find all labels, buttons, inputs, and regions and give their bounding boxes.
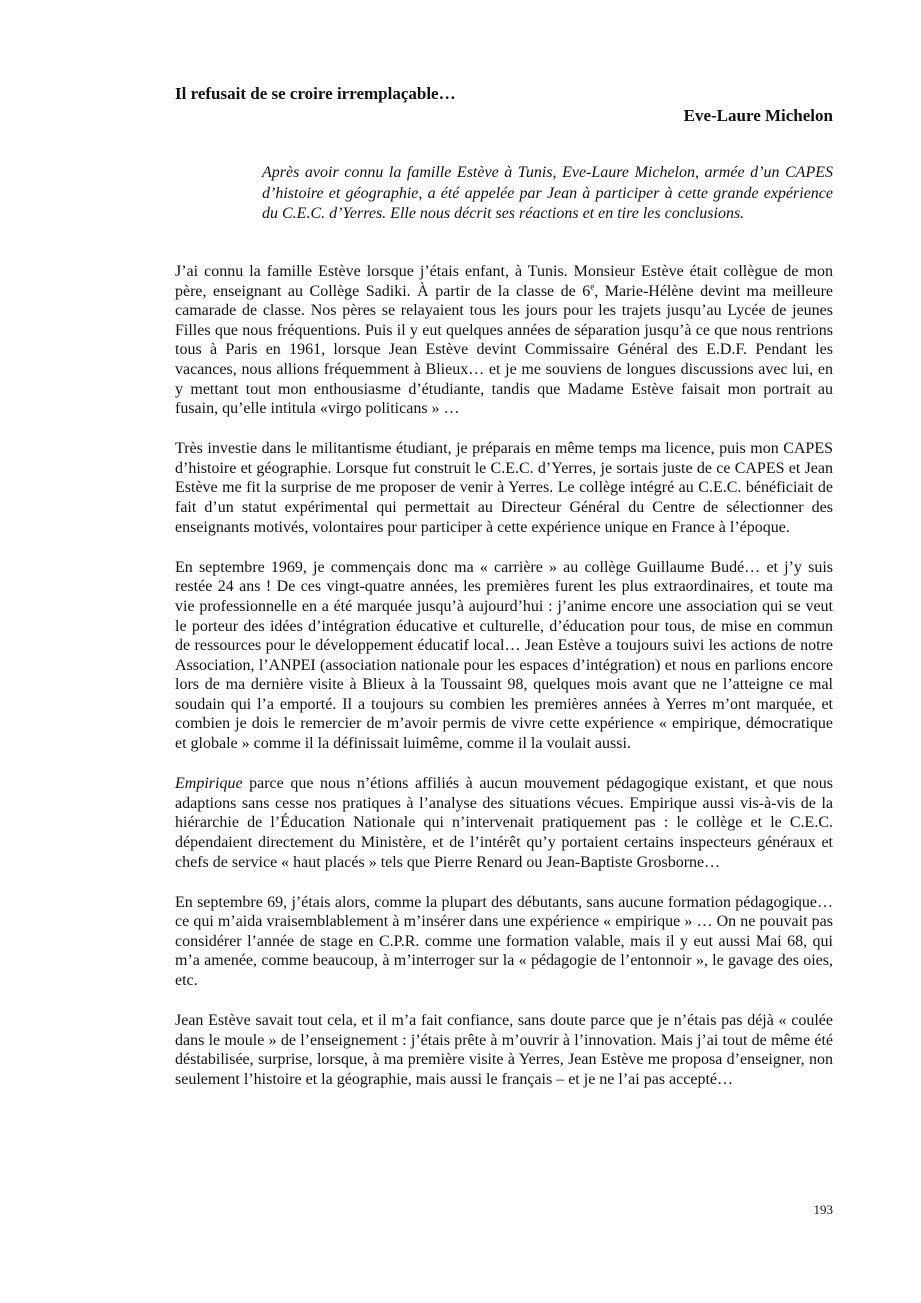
paragraph-1-text-b: , Marie-Hélène devint ma meilleure camarade de classe. Nos pères se relayaient tous les jours pour les trajets jusqu’au Lycée de jeunes Filles que nous fréquentions. Puis il y eut quelques années de séparation jusqu’à ce que nous rentrions tous à Paris en 1961, lorsque Jean Estève devint Commissaire Général des E.D.F. Pendant les vacances, nous allions fréquemment à Blieux… et je me souviens de longues discussions avec lui, en y mettant tout mon enthousiasme d’étudiante, tandis que Madame Estève faisait mon portrait au fusain, qu’elle intitula «virgo politicans » …: [175, 282, 833, 418]
paragraph-4: [175, 774, 833, 872]
article-author: Eve-Laure Michelon: [683, 106, 833, 125]
paragraph-2: Très investie dans le militantisme étudiant, je préparais en même temps ma licence, puis mon CAPES d’histoire et géographie. Lorsque fut construit le C.E.C. d’Yerres, je sortais juste de ce CAPES et Jean Estève me fit la surprise de me proposer de venir à Yerres. Le collège intégré au C.E.C. bénéficiait de fait d’un statut expérimental qui permettait au Directeur Général du Centre de sélectionner des enseignants motivés, volontaires pour participer à cette expérience unique en France à l’époque.: [175, 440, 833, 536]
article-title: Il refusait de se croire irremplaçable…: [175, 84, 456, 103]
page-number: 193: [813, 1202, 833, 1217]
paragraph-4-emphasis: Empirique: [175, 775, 243, 793]
article-intro: Après avoir connu la famille Estève à Tunis, Eve-Laure Michelon, armée d’un CAPES d’histoire et géographie, a été appelée par Jean à participer à cette grande expérience du C.E.C. d’Yerres. Elle nous décrit ses réactions et en tire les conclusions.: [262, 164, 833, 222]
superscript-e: e: [590, 281, 595, 292]
paragraph-5: En septembre 69, j’étais alors, comme la plupart des débutants, sans aucune formation pédagogique… ce qui m’aida vraisemblablement à m’insérer dans une expérience « empirique » … On ne pouvait pas considérer l’année de stage en C.P.R. comme une formation valable, mais il y eut aussi Mai 68, qui m’a amenée, comme beaucoup, à m’interroger sur la « pédagogie de l’entonnoir », le gavage des oies, etc.: [175, 893, 833, 989]
article-body: [175, 262, 833, 1110]
paragraph-3: En septembre 1969, je commençais donc ma « carrière » au collège Guillaume Budé… et j’y suis restée 24 ans ! De ces vingt-quatre années, les premières furent les plus extraordinaires, et toute ma vie professionnelle en a été marquée jusqu’à aujourd’hui : j’anime encore une association qui se veut le porteur des idées d’intégration éducative et culturelle, d’éducation pour tous, de mise en commun de ressources pour le développement éducatif local… Jean Estève a toujours suivi les actions de notre Association, l’ANPEI (association nationale pour les espaces d’intégration) et nous en parlions encore lors de ma dernière visite à Blieux à la Toussaint 98, quelques mois avant que ne l’atteigne ce mal soudain qui l’a emporté. Il a toujours su combien les premières années à Yerres m’ont marquée, et combien je dois le remercier de m’avoir permis de vivre cette expérience « empirique, démocratique et globale » comme il la définissait luimême, comme il la voulait aussi.: [175, 558, 833, 753]
paragraph-6: Jean Estève savait tout cela, et il m’a fait confiance, sans doute parce que je n’étais pas déjà « coulée dans le moule » de l’enseignement : j’étais prête à m’ouvrir à l’innovation. Mais j’ai tout de même été déstabilisée, surprise, lorsque, à ma première visite à Yerres, Jean Estève me proposa d’enseigner, non seulement l’histoire et la géographie, mais aussi le français – et je ne l’ai pas accepté…: [175, 1012, 833, 1088]
paragraph-1: [175, 262, 833, 419]
paragraph-4-text: parce que nous n’étions affiliés à aucun mouvement pédagogique existant, et que nous adaptions sans cesse nos pratiques à l’analyse des situations vécues. Empirique aussi vis-à-vis de la hiérarchie de l’Éducation Nationale qui n’intervenait pratiquement pas : le collège et le C.E.C. dépendaient directement du Ministère, et de l’intérêt qu’y portaient certains inspecteurs généraux et chefs de service « haut placés » tels que Pierre Renard ou Jean-Baptiste Grosborne…: [175, 775, 833, 871]
paragraph-1-text-a: J’ai connu la famille Estève lorsque j’étais enfant, à Tunis. Monsieur Estève était collègue de mon père, enseignant au Collège Sadiki. À partir de la classe de 6: [175, 263, 833, 300]
